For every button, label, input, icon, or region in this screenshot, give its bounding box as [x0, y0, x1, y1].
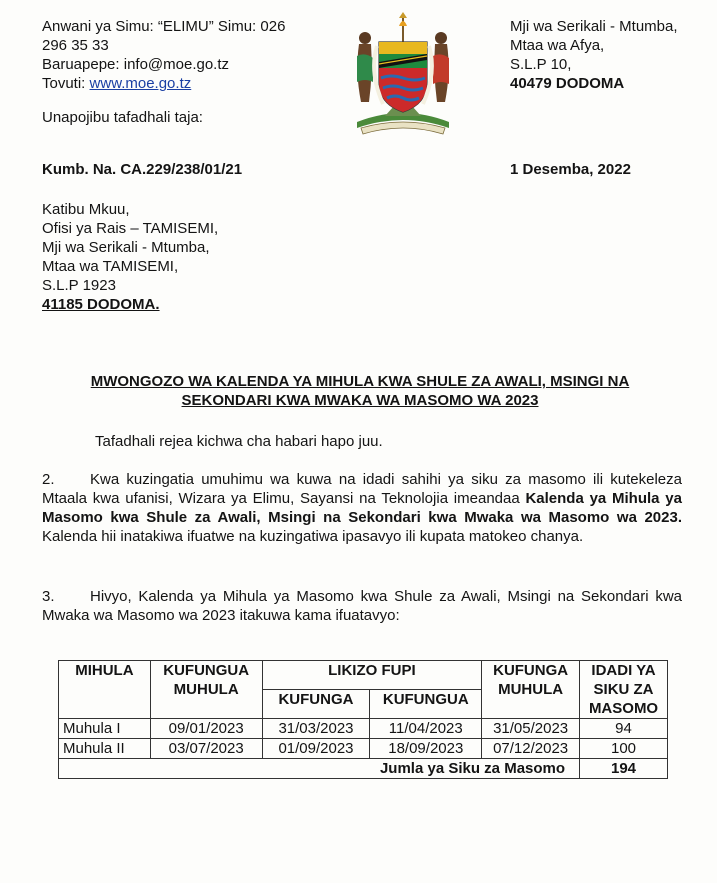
- recipient-line4: Mtaa wa TAMISEMI,: [42, 258, 179, 275]
- website-link[interactable]: www.moe.go.tz: [89, 75, 192, 92]
- recipient-line6: 41185 DODOMA.: [42, 296, 160, 313]
- letter-date: 1 Desemba, 2022: [510, 161, 631, 178]
- paragraph-3-number: 3.: [42, 588, 55, 605]
- paragraph-3-text: Hivyo, Kalenda ya Mihula ya Masomo kwa Shule za Awali, Msingi na Sekondari kwa Mwaka wa Masomo wa 2023 itakuwa kama ifuatavyo:: [42, 588, 682, 624]
- header-mihula: MIHULA: [59, 661, 151, 719]
- break-close: 01/09/2023: [262, 739, 370, 759]
- reply-note: Unapojibu tafadhali taja:: [42, 109, 203, 126]
- break-open: 18/09/2023: [370, 739, 482, 759]
- table-row: [59, 739, 668, 759]
- address-line1: Mji wa Serikali - Mtumba,: [510, 18, 678, 35]
- header-likizo-kufunga: KUFUNGA: [262, 690, 370, 719]
- term-open: 03/07/2023: [150, 739, 262, 759]
- table-row: [59, 719, 668, 739]
- sender-block: [42, 17, 332, 127]
- heading-line1: MWONGOZO WA KALENDA YA MIHULA KWA SHULE ZA AWALI, MSINGI NA: [90, 373, 630, 390]
- header-kufunga-muhula: KUFUNGA MUHULA: [482, 661, 580, 719]
- total-label: Jumla ya Siku za Masomo: [59, 759, 580, 779]
- recipient-line2: Ofisi ya Rais – TAMISEMI,: [42, 220, 219, 237]
- letter-heading: [40, 372, 680, 410]
- term-days: 100: [580, 739, 668, 759]
- calendar-table: [58, 660, 668, 779]
- term-name: Muhula II: [59, 739, 151, 759]
- office-address: [510, 17, 710, 93]
- coat-of-arms-icon: [347, 12, 459, 136]
- header-kufungua-muhula: KUFUNGUA MUHULA: [150, 661, 262, 719]
- break-open: 11/04/2023: [370, 719, 482, 739]
- term-name: Muhula I: [59, 719, 151, 739]
- address-line4: 40479 DODOMA: [510, 75, 625, 92]
- header-likizo-fupi: LIKIZO FUPI: [262, 661, 482, 690]
- address-line2: Mtaa wa Afya,: [510, 37, 605, 54]
- term-close: 07/12/2023: [482, 739, 580, 759]
- header-likizo-kufungua: KUFUNGUA: [370, 690, 482, 719]
- heading-line2: SEKONDARI KWA MWAKA WA MASOMO WA 2023: [181, 392, 539, 409]
- paragraph-2: [42, 470, 682, 546]
- paragraph-2-number: 2.: [42, 471, 55, 488]
- term-close: 31/05/2023: [482, 719, 580, 739]
- recipient-line1: Katibu Mkuu,: [42, 201, 130, 218]
- recipient-block: [42, 200, 218, 314]
- paragraph-1: Tafadhali rejea kichwa cha habari hapo juu.: [95, 433, 383, 450]
- total-value: 194: [580, 759, 668, 779]
- break-close: 31/03/2023: [262, 719, 370, 739]
- recipient-line5: S.L.P 1923: [42, 277, 116, 294]
- header-idadi-siku: IDADI YA SIKU ZA MASOMO: [580, 661, 668, 719]
- reference-number: Kumb. Na. CA.229/238/01/21: [42, 161, 243, 178]
- address-line3: S.L.P 10,: [510, 56, 572, 73]
- total-row: [59, 759, 668, 779]
- term-open: 09/01/2023: [150, 719, 262, 739]
- paragraph-3: [42, 587, 682, 625]
- paragraph-2-text-bold: Kalenda ya Mihula ya Masomo kwa Shule za Awali, Msingi na Sekondari kwa Mwaka wa Masomo wa 2023.: [42, 490, 682, 526]
- sender-website-row: [42, 74, 332, 93]
- sender-email: Baruapepe: info@moe.go.tz: [42, 56, 230, 73]
- recipient-line3: Mji wa Serikali - Mtumba,: [42, 239, 210, 256]
- sender-phone: Anwani ya Simu: “ELIMU” Simu: 026: [42, 18, 286, 35]
- paragraph-2-text-b: Kalenda hii inatakiwa ifuatwe na kuzingatiwa ipasavyo ili kupata matokeo chanya.: [42, 528, 584, 545]
- website-label: Tovuti:: [42, 75, 86, 92]
- sender-phone-number: 296 35 33: [42, 37, 109, 54]
- term-days: 94: [580, 719, 668, 739]
- paragraph-2-text-a: Kwa kuzingatia umuhimu wa kuwa na idadi sahihi ya siku za masomo ili kutekeleza Mtaala kwa ufanisi, Wizara ya Elimu, Sayansi na Teknolojia imeandaa: [42, 471, 682, 507]
